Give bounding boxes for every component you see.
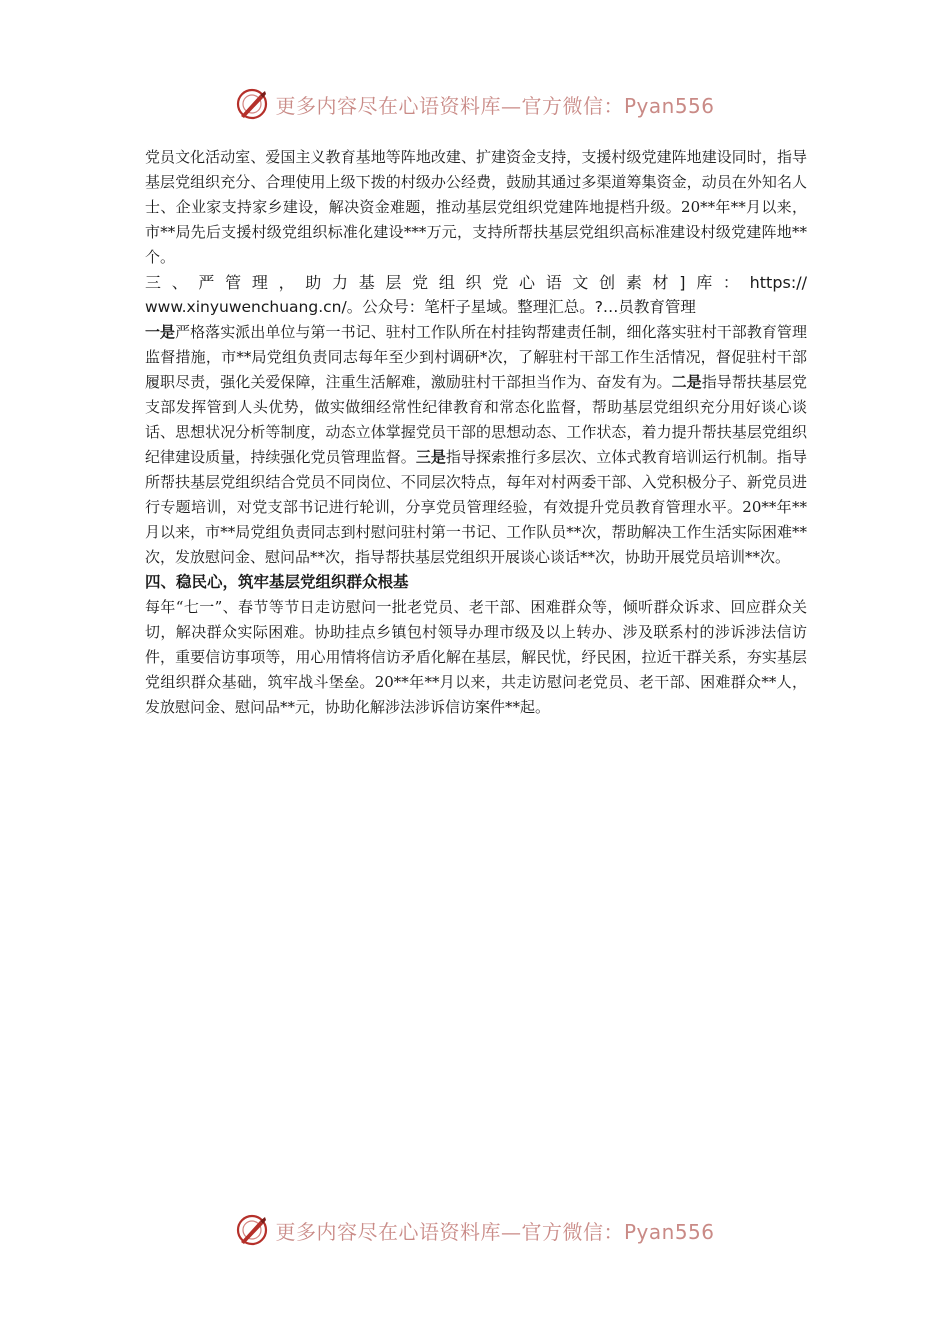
section-heading-3-line2: www.xinyuwenchuang.cn/。公众号：笔杆子星域。整理汇总。?…员教育管理 <box>145 298 696 316</box>
section-heading-4: 四、稳民心，筑牢基层党组织群众根基 <box>145 573 409 591</box>
document-body <box>145 145 807 720</box>
pen-circle-logo-icon <box>235 1213 269 1247</box>
footer-banner <box>0 1210 950 1250</box>
lead-marker-2: 二是 <box>671 373 702 391</box>
paragraph-3: 一是严格落实派出单位与第一书记、驻村工作队所在村挂钩帮建责任制，细化落实驻村干部教育管理监督措施，市**局党组负责同志每年至少到村调研*次，了解驻村干部工作生活情况，督促驻村干部履职尽责，强化关爱保障，注重生活解难，激励驻村干部担当作为、奋发有为。二是指导帮扶基层党支部发挥管到人头优势，做实做细经常性纪律教育和常态化监督，帮助基层党组织充分用好谈心谈话、思想状况分析等制度，动态立体掌握党员干部的思想动态、工作状态，着力提升帮扶基层党组织纪律建设质量，持续强化党员管理监督。三是指导探索推行多层次、立体式教育培训运行机制。指导所帮扶基层党组织结合党员不同岗位、不同层次特点，每年对村两委干部、入党积极分子、新党员进行专题培训，对党支部书记进行轮训，分享党员管理经验，有效提升党员教育管理水平。20**年**月以来，市**局党组负责同志到村慰问驻村第一书记、工作队员**次，帮助解决工作生活实际困难**次，发放慰问金、慰问品**次，指导帮扶基层党组织开展谈心谈话**次，协助开展党员培训**次。 <box>145 323 807 566</box>
paragraph-4: 每年“七一”、春节等节日走访慰问一批老党员、老干部、困难群众等，倾听群众诉求、回应群众关切，解决群众实际困难。协助挂点乡镇包村领导办理市级及以上转办、涉及联系村的涉诉涉法信访件，重要信访事项等，用心用情将信访矛盾化解在基层，解民忧，纾民困，拉近干群关系，夯实基层党组织群众基础，筑牢战斗堡垒。20**年**月以来，共走访慰问老党员、老干部、困难群众**人，发放慰问金、慰问品**元，协助化解涉法涉诉信访案件**起。 <box>145 598 807 716</box>
header-banner <box>0 84 950 124</box>
banner-text: 更多内容尽在心语资料库—官方微信：Pyan556 <box>275 1219 715 1244</box>
banner-text: 更多内容尽在心语资料库—官方微信：Pyan556 <box>275 93 715 118</box>
paragraph-1: 党员文化活动室、爱国主义教育基地等阵地改建、扩建资金支持，支援村级党建阵地建设同时，指导基层党组织充分、合理使用上级下拨的村级办公经费，鼓励其通过多渠道筹集资金，动员在外知名人士、企业家支持家乡建设，解决资金难题，推动基层党组织党建阵地提档升级。20**年**月以来，市**局先后支援村级党组织标准化建设***万元，支持所帮扶基层党组织高标准建设村级党建阵地**个。 <box>145 148 807 266</box>
pen-circle-logo-icon <box>235 87 269 121</box>
lead-marker-3: 三是 <box>415 448 446 466</box>
section-heading-3-line1: 三、严管理，助力基层党组织党心语文创素材]库：https:// <box>145 273 807 292</box>
lead-marker-1: 一是 <box>145 323 176 341</box>
